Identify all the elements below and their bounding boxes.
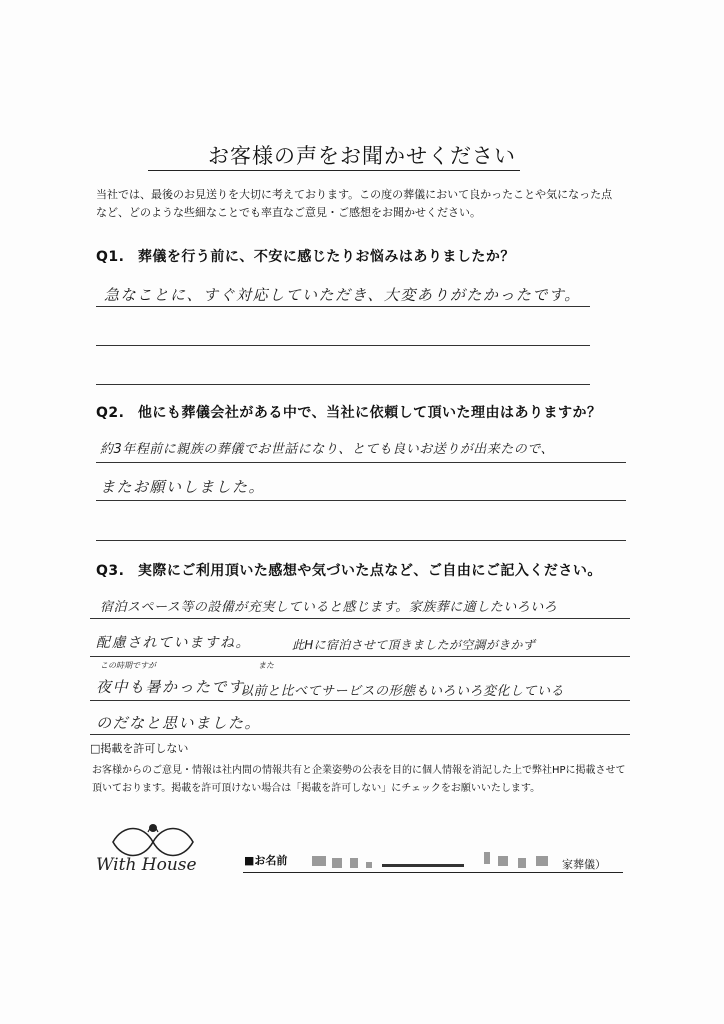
answer-3-annotation-2: また [258,661,274,670]
intro-text: 当社では、最後のお見送りを大切に考えております。この度の葬儀において良かったことや気になった点など、どのような些細なことでも率直なご意見・ご感想をお聞かせください。 [96,188,613,219]
question-1 [96,246,515,266]
answer-rule [96,462,626,463]
question-2-text: 他にも葬儀会社がある中で、当社に依頼して頂いた理由はありますか？ [137,405,602,421]
answer-3-line-4: のだなと思いました。 [96,714,262,732]
answer-rule [96,384,590,385]
question-3 [96,560,602,580]
answer-2-line-2: またお願いしました。 [100,478,266,496]
with-house-logo [88,820,218,876]
answer-3-annotation-1: この時期ですが [100,661,156,670]
answer-rule [96,306,590,307]
page-title: お客様の声をお聞かせください [208,144,516,168]
logo-emblem-icon [88,820,218,876]
question-2-label: Q2. [96,405,125,421]
answer-3-line-1: 宿泊スペース等の設備が充実していると感じます。家族葬に適したいろいろ [100,600,558,615]
question-3-text: 実際にご利用頂いた感想や気づいた点など、ご自由にご記入ください。 [137,563,602,579]
answer-2-line-1: 約3年程前に親族の葬儀でお世話になり、とても良いお送りが出来たので、 [100,442,555,457]
answer-rule [96,540,626,541]
title-underline [148,170,520,171]
answer-1-line-1: 急なことに、すぐ対応していただき、大変ありがたかったです。 [104,286,581,304]
question-3-label: Q3. [96,563,125,579]
name-suffix: 家葬儀） [562,858,606,871]
answer-3-fragment-1: 以前と比べてサービスの形態もいろいろ変化している [240,684,565,699]
answer-rule [90,700,630,701]
answer-rule [90,656,630,657]
name-label: ■お名前 [244,854,288,867]
question-2 [96,402,602,422]
question-1-label: Q1. [96,249,125,265]
name-underline [243,872,623,873]
logo-wordmark: With House [96,855,197,875]
answer-3-line-2: 配慮されていますね。 [96,635,251,651]
publication-notice: お客様からのご意見・情報は社内間の情報共有と企業姿勢の公表を目的に個人情報を消記した上で弊社HPに掲載させて頂いております。掲載を許可頂けない場合は「掲載を許可しない」にチェックをお願いいたします。 [92,765,626,794]
answer-rule [96,345,590,346]
answer-rule [90,618,630,619]
answer-rule [96,500,626,501]
no-publish-checkbox[interactable]: □掲載を許可しない [90,742,189,755]
answer-3-line-3: 夜中も暑かったです。 [96,678,260,696]
question-1-text: 葬儀を行う前に、不安に感じたりお悩みはありましたか？ [137,249,515,265]
answer-3-fragment-2: 此Hに宿泊させて頂きましたが空調がきかず [292,638,536,652]
answer-rule [90,734,630,735]
